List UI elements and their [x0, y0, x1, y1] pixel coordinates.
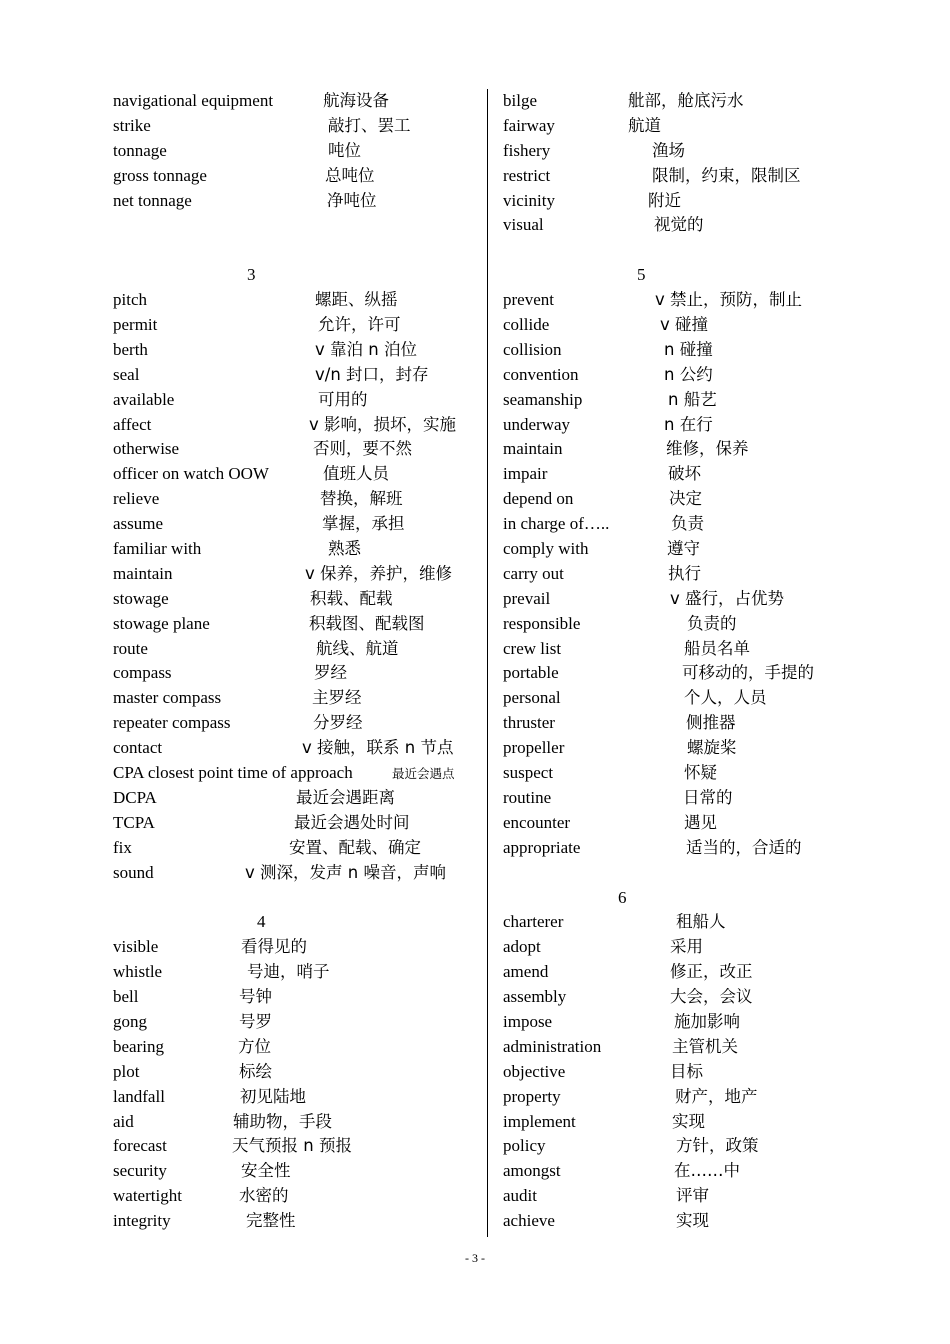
vocab-entry: [503, 661, 848, 686]
english-term: sound: [113, 862, 154, 882]
chinese-translation: 主罗经: [312, 688, 362, 708]
english-term: route: [113, 638, 148, 658]
chinese-translation: 标绘: [239, 1061, 272, 1081]
chinese-translation: 实现: [676, 1211, 709, 1231]
vocab-entry: [503, 487, 848, 512]
chinese-translation: 视觉的: [654, 215, 704, 235]
english-term: seal: [113, 364, 140, 384]
english-term: fix: [113, 837, 132, 857]
chinese-translation: 限制，约束，限制区: [652, 165, 801, 185]
english-term: maintain: [113, 563, 173, 583]
vocab-entry: [503, 288, 848, 313]
vocab-entry: [113, 811, 473, 836]
vocab-entry: [113, 388, 473, 413]
vocab-entry: [113, 413, 473, 438]
chinese-translation: n 碰撞: [664, 339, 713, 359]
chinese-translation: v 保养，养护，维修: [305, 563, 453, 583]
chinese-translation: 租船人: [676, 912, 726, 932]
vocab-entry: [113, 1085, 473, 1110]
vocab-entry: [503, 761, 848, 786]
vocab-entry: [113, 562, 473, 587]
vocab-entry: [113, 363, 473, 388]
chinese-translation: 敲打、罢工: [328, 115, 411, 135]
chinese-translation: 可移动的，手提的: [682, 663, 814, 683]
english-term: relieve: [113, 489, 160, 509]
chinese-translation: 吨位: [328, 140, 361, 160]
english-term: thruster: [503, 713, 555, 733]
english-term: otherwise: [113, 439, 180, 459]
vocab-entry: [113, 1184, 473, 1209]
english-term: impair: [503, 464, 548, 484]
vocab-entry: [113, 1010, 473, 1035]
vocab-entry: [503, 114, 848, 139]
vocab-entry: [113, 1134, 473, 1159]
chinese-translation: 负责的: [687, 613, 737, 633]
chinese-translation: v 盛行，占优势: [670, 588, 785, 608]
english-term: vicinity: [503, 190, 555, 210]
chinese-translation: 最近会遇处时间: [294, 812, 410, 832]
english-term: CPA closest point time of approach: [113, 763, 353, 783]
chinese-translation: 日常的: [683, 787, 733, 807]
chinese-translation: 号钟: [239, 987, 272, 1007]
chinese-translation: 初见陆地: [240, 1086, 306, 1106]
english-term: fishery: [503, 140, 551, 160]
chinese-translation: 总吨位: [325, 165, 375, 185]
chinese-translation: 积载图、配载图: [309, 613, 425, 633]
english-term: convention: [503, 364, 579, 384]
english-term: responsible: [503, 613, 581, 633]
english-term: officer on watch OOW: [113, 464, 269, 484]
chinese-translation: 舭部，舱底污水: [628, 91, 744, 110]
english-term: affect: [113, 414, 152, 434]
english-term: collision: [503, 339, 562, 359]
chinese-translation: 附近: [648, 190, 681, 210]
chinese-translation: 大会，会议: [670, 987, 753, 1007]
chinese-translation: v/n 封口，封存: [315, 364, 429, 384]
english-term: prevail: [503, 588, 551, 608]
chinese-translation: 辅助物，手段: [233, 1111, 332, 1131]
vocab-entry: [503, 1159, 848, 1184]
vocab-entry: [113, 736, 473, 761]
chinese-translation: 安置、配载、确定: [289, 837, 421, 857]
chinese-translation: 执行: [668, 563, 701, 583]
vocab-entry: [503, 935, 848, 960]
english-term: TCPA: [113, 812, 155, 832]
chinese-translation: 螺距、纵摇: [315, 290, 398, 310]
vocab-entry: [113, 612, 473, 637]
vocab-entry: [503, 363, 848, 388]
chinese-translation: n 船艺: [668, 389, 717, 409]
vocab-entry: [503, 612, 848, 637]
chinese-translation: 破坏: [668, 464, 701, 484]
vocab-entry: [113, 861, 473, 886]
english-term: personal: [503, 688, 561, 708]
vocab-entry: [113, 487, 473, 512]
vocab-entry: [503, 985, 848, 1010]
chinese-translation: 值班人员: [323, 464, 389, 484]
english-term: navigational equipment: [113, 91, 274, 110]
chinese-translation: v 接触，联系 n 节点: [302, 738, 454, 758]
chinese-translation: 决定: [669, 489, 702, 509]
chinese-translation: 实现: [672, 1111, 705, 1131]
english-term: suspect: [503, 763, 554, 783]
section-number-label: 4: [257, 912, 266, 932]
chinese-translation: 负责: [671, 514, 704, 534]
english-term: crew list: [503, 638, 562, 658]
vocab-entry: [113, 1209, 473, 1234]
vocab-entry: [503, 1110, 848, 1135]
vocab-entry: [503, 960, 848, 985]
vocab-entry: [503, 189, 848, 214]
vocab-entry: [113, 288, 473, 313]
english-term: strike: [113, 115, 151, 135]
section-number: [113, 263, 473, 288]
spacer: [113, 238, 473, 263]
chinese-translation: 修正，改正: [670, 962, 753, 982]
chinese-translation: 渔场: [652, 140, 685, 160]
chinese-translation: v 影响，损坏，实施: [309, 414, 457, 434]
english-term: master compass: [113, 688, 222, 708]
english-term: objective: [503, 1061, 566, 1081]
spacer: [113, 213, 473, 238]
vocab-entry: [113, 686, 473, 711]
right-column: [503, 89, 848, 1234]
vocab-entry: [503, 736, 848, 761]
chinese-translation: n 在行: [664, 414, 713, 434]
chinese-translation: 掌握，承担: [322, 514, 405, 534]
vocab-entry: [113, 114, 473, 139]
chinese-translation: 侧推器: [686, 713, 736, 733]
chinese-translation: 航线、航道: [316, 638, 399, 658]
spacer: [113, 886, 473, 911]
vocab-entry: [113, 1060, 473, 1085]
vocab-entry: [503, 512, 848, 537]
english-term: gong: [113, 1011, 147, 1031]
english-term: integrity: [113, 1211, 171, 1231]
chinese-translation: 否则，要不然: [313, 439, 412, 459]
spacer: [503, 861, 848, 886]
english-term: administration: [503, 1036, 602, 1056]
english-term: policy: [503, 1136, 546, 1156]
chinese-translation: 可用的: [318, 389, 368, 409]
chinese-translation: 航海设备: [323, 91, 389, 110]
vocab-entry: [503, 1184, 848, 1209]
chinese-translation: 主管机关: [672, 1036, 738, 1056]
english-term: amongst: [503, 1161, 561, 1181]
english-term: maintain: [503, 439, 563, 459]
vocab-entry: [503, 1134, 848, 1159]
english-term: bearing: [113, 1036, 164, 1056]
english-term: available: [113, 389, 175, 409]
vocab-entry: [113, 164, 473, 189]
vocab-entry: [503, 910, 848, 935]
english-term: amend: [503, 962, 549, 982]
chinese-translation: 积载、配载: [310, 588, 393, 608]
vocab-entry: [503, 213, 848, 238]
english-term: contact: [113, 738, 163, 758]
english-term: berth: [113, 339, 148, 359]
english-term: routine: [503, 787, 552, 807]
vocab-entry: [113, 637, 473, 662]
chinese-translation: 维修，保养: [666, 439, 749, 459]
english-term: fairway: [503, 115, 555, 135]
chinese-translation: 螺旋桨: [687, 738, 737, 758]
vocab-entry: [113, 761, 473, 786]
vocab-entry: [113, 786, 473, 811]
column-divider: [487, 89, 488, 1237]
english-term: restrict: [503, 165, 551, 185]
english-term: pitch: [113, 290, 147, 310]
english-term: propeller: [503, 738, 565, 758]
section-number-label: 3: [247, 265, 256, 285]
vocab-entry: [503, 786, 848, 811]
chinese-translation: 允许，许可: [318, 315, 401, 335]
vocab-entry: [503, 313, 848, 338]
chinese-translation: 完整性: [246, 1211, 296, 1231]
english-term: watertight: [113, 1186, 182, 1206]
chinese-translation: 个人，人员: [684, 688, 767, 708]
section-number-label: 5: [637, 265, 646, 285]
chinese-translation: 替换，解班: [320, 489, 403, 509]
vocab-entry: [503, 413, 848, 438]
vocab-entry: [503, 711, 848, 736]
section-number: [113, 910, 473, 935]
chinese-translation: v 测深，发声 n 噪音，声响: [245, 862, 446, 882]
vocab-entry: [113, 960, 473, 985]
chinese-translation: [392, 761, 455, 787]
english-term: forecast: [113, 1136, 167, 1156]
english-term: familiar with: [113, 539, 202, 559]
vocab-entry: [113, 462, 473, 487]
vocab-entry: [503, 1209, 848, 1234]
chinese-translation: 罗经: [314, 663, 347, 683]
vocab-entry: [113, 139, 473, 164]
chinese-translation: 分罗经: [313, 713, 363, 733]
english-term: achieve: [503, 1211, 555, 1231]
chinese-translation: 熟悉: [328, 539, 361, 559]
left-column: [113, 89, 473, 1234]
english-term: DCPA: [113, 787, 157, 807]
vocab-entry: [113, 1110, 473, 1135]
vocab-entry: [503, 1010, 848, 1035]
vocab-entry: [113, 512, 473, 537]
vocab-entry: [503, 836, 848, 861]
vocab-entry: [503, 587, 848, 612]
english-term: seamanship: [503, 389, 583, 409]
english-term: bilge: [503, 91, 537, 110]
english-term: stowage: [113, 588, 169, 608]
vocab-entry: [113, 89, 473, 114]
chinese-translation: 天气预报 n 预报: [232, 1136, 352, 1156]
chinese-translation: 号罗: [239, 1011, 272, 1031]
english-term: stowage plane: [113, 613, 210, 633]
english-term: implement: [503, 1111, 576, 1131]
vocab-entry: [503, 637, 848, 662]
spacer: [503, 238, 848, 263]
english-term: visible: [113, 937, 159, 957]
vocab-entry: [503, 1060, 848, 1085]
chinese-translation: v 禁止，预防，制止: [655, 290, 803, 310]
english-term: underway: [503, 414, 571, 434]
english-term: audit: [503, 1186, 537, 1206]
chinese-translation: 怀疑: [684, 763, 717, 783]
vocab-entry: [113, 836, 473, 861]
section-number: [503, 263, 848, 288]
page-number: - 3 -: [465, 1251, 485, 1265]
english-term: security: [113, 1161, 167, 1181]
vocab-entry: [503, 139, 848, 164]
chinese-translation: 号迪，哨子: [247, 962, 330, 982]
chinese-translation: v 靠泊 n 泊位: [315, 339, 417, 359]
english-term: plot: [113, 1061, 140, 1081]
vocab-entry: [503, 1035, 848, 1060]
english-term: encounter: [503, 812, 571, 832]
vocab-entry: [113, 1035, 473, 1060]
english-term: prevent: [503, 290, 554, 310]
section-number: [503, 886, 848, 911]
vocab-entry: [113, 338, 473, 363]
chinese-translation: 施加影响: [674, 1011, 740, 1031]
vocab-entry: [503, 811, 848, 836]
english-term: visual: [503, 215, 544, 235]
chinese-translation: 财产，地产: [675, 1086, 758, 1106]
chinese-translation: 船员名单: [684, 638, 750, 658]
vocab-entry: [113, 985, 473, 1010]
chinese-translation: 方位: [238, 1036, 271, 1056]
chinese-translation: 适当的，合适的: [686, 837, 802, 857]
english-term: adopt: [503, 937, 541, 957]
vocab-entry: [113, 661, 473, 686]
chinese-translation: 遇见: [684, 812, 717, 832]
english-term: carry out: [503, 563, 564, 583]
chinese-translation: v 碰撞: [660, 315, 709, 335]
vocab-entry: [113, 437, 473, 462]
english-term: impose: [503, 1011, 553, 1031]
vocab-entry: [113, 537, 473, 562]
english-term: in charge of…..: [503, 514, 610, 534]
chinese-translation: n 公约: [664, 364, 713, 384]
vocab-entry: [503, 1085, 848, 1110]
vocab-entry: [503, 89, 848, 114]
english-term: depend on: [503, 489, 574, 509]
chinese-translation: 目标: [670, 1061, 703, 1081]
english-term: charterer: [503, 912, 564, 932]
chinese-translation: 采用: [670, 937, 703, 957]
english-term: compass: [113, 663, 172, 683]
chinese-translation: 安全性: [241, 1161, 291, 1181]
english-term: comply with: [503, 539, 589, 559]
vocab-entry: [113, 587, 473, 612]
english-term: tonnage: [113, 140, 167, 160]
vocab-entry: [503, 686, 848, 711]
english-term: portable: [503, 663, 559, 683]
english-term: assume: [113, 514, 164, 534]
vocab-entry: [113, 189, 473, 214]
chinese-translation: 净吨位: [327, 190, 377, 210]
chinese-translation-small: 最近会遇点: [392, 766, 455, 782]
chinese-translation: 遵守: [667, 539, 700, 559]
vocab-entry: [503, 437, 848, 462]
chinese-translation: 航道: [628, 115, 661, 135]
vocab-entry: [503, 164, 848, 189]
chinese-translation: 看得见的: [241, 937, 307, 957]
chinese-translation: 水密的: [239, 1186, 289, 1206]
vocab-entry: [503, 562, 848, 587]
english-term: bell: [113, 987, 139, 1007]
vocab-entry: [503, 537, 848, 562]
english-term: gross tonnage: [113, 165, 207, 185]
chinese-translation: 最近会遇距离: [296, 787, 395, 807]
english-term: appropriate: [503, 837, 581, 857]
english-term: assembly: [503, 987, 567, 1007]
english-term: property: [503, 1086, 561, 1106]
vocab-entry: [503, 462, 848, 487]
chinese-translation: 在……中: [674, 1161, 740, 1181]
vocab-entry: [113, 313, 473, 338]
english-term: net tonnage: [113, 190, 192, 210]
english-term: collide: [503, 315, 550, 335]
english-term: permit: [113, 315, 158, 335]
vocab-entry: [503, 338, 848, 363]
english-term: repeater compass: [113, 713, 231, 733]
vocab-entry: [503, 388, 848, 413]
vocab-entry: [113, 935, 473, 960]
english-term: whistle: [113, 962, 163, 982]
section-number-label: 6: [618, 887, 627, 907]
vocab-entry: [113, 1159, 473, 1184]
english-term: landfall: [113, 1086, 165, 1106]
english-term: aid: [113, 1111, 134, 1131]
chinese-translation: 评审: [676, 1186, 709, 1206]
vocab-entry: [113, 711, 473, 736]
chinese-translation: 方针，政策: [676, 1136, 759, 1156]
